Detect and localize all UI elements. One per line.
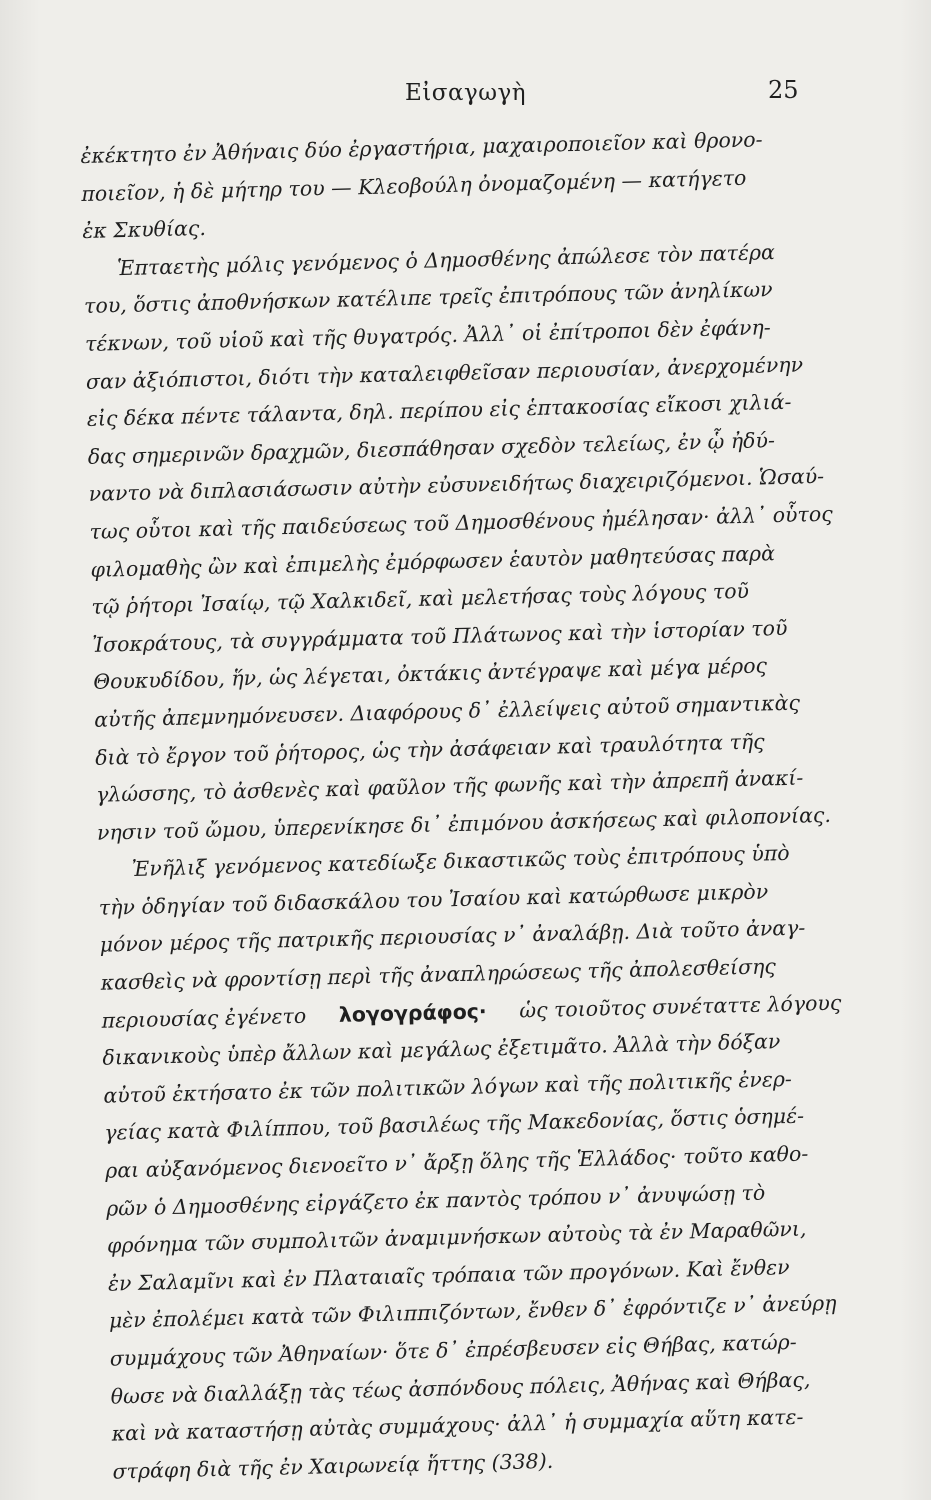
page-number: 25 (768, 76, 799, 104)
text-line: του, ὅστις ἀποθνήσκων κατέλιπε τρεῖς ἐπιτρόπους τῶν ἀνηλίκων (83, 277, 773, 319)
text-line: νησιν τοῦ ὤμου, ὑπερενίκησε δι᾿ ἐπιμόνου ἀσκήσεως καὶ φιλοπονίας. (96, 802, 832, 845)
text-line: Ἰσοκράτους, τὰ συγγράμματα τοῦ Πλάτωνος καὶ τὴν ἱστορίαν τοῦ (92, 615, 788, 657)
running-title: Εἰσαγωγὴ (404, 80, 527, 106)
text-line: θωσε νὰ διαλλάξῃ τὰς τέως ἀσπόνδους πόλεις, Ἀθήνας καὶ Θήβας, (110, 1367, 811, 1409)
text-line: στράφη διὰ τῆς ἐν Χαιρωνείᾳ ἥττης (338). (112, 1448, 554, 1484)
text-line: αὐτῆς ἀπεμνημόνευσεν. Διαφόρους δ᾿ ἐλλείψεις αὐτοῦ σημαντικὰς (93, 690, 801, 732)
text-line: τῷ ῥήτορι Ἰσαίῳ, τῷ Χαλκιδεῖ, καὶ μελετήσας τοὺς λόγους τοῦ (91, 578, 750, 619)
text-line: ραι αὐξανόμενος διενοεῖτο ν᾿ ἄρξῃ ὅλης τῆς Ἑλλάδος· τοῦτο καθο- (104, 1141, 809, 1183)
text-line: δικανικοὺς ὑπὲρ ἄλλων καὶ μεγάλως ἐξετιμᾶτο. Ἀλλὰ τὴν δόξαν (102, 1029, 781, 1070)
text-line: φιλομαθὴς ὢν καὶ ἐπιμελὴς ἐμόρφωσεν ἑαυτὸν μαθητεύσας παρὰ (90, 540, 776, 582)
text-fragment: περιουσίας ἐγένετο (101, 1003, 307, 1033)
text-line: διὰ τὸ ἔργον τοῦ ῥήτορος, ὡς τὴν ἀσάφειαν καὶ τραυλότητα τῆς (94, 728, 765, 770)
body-text (80, 120, 853, 1491)
text-line: σαν ἀξιόπιστοι, διότι τὴν καταλειφθεῖσαν περιουσίαν, ἀνερχομένην (85, 351, 804, 394)
text-line: τέκνων, τοῦ υἱοῦ καὶ τῆς θυγατρός. Ἀλλ᾿ οἱ ἐπίτροποι δὲν ἐφάνη- (84, 315, 771, 356)
text-line: Ἑπταετὴς μόλις γενόμενος ὁ Δημοσθένης ἀπώλεσε τὸν πατέρα (116, 239, 776, 280)
text-line: δας σημερινῶν δραχμῶν, διεσπάθησαν σχεδὸν τελείως, ἐν ᾧ ἠδύ- (87, 427, 776, 469)
text-line: Θουκυδίδου, ἥν, ὡς λέγεται, ὀκτάκις ἀντέγραψε καὶ μέγα μέρος (93, 653, 768, 695)
text-line: ἐκ Σκυθίας. (81, 216, 207, 244)
text-line: καὶ νὰ καταστήσῃ αὐτὰς συμμάχους· ἀλλ᾿ ἡ συμμαχία αὕτη κατε- (111, 1404, 804, 1446)
text-line: μόνον μέρος τῆς πατρικῆς περιουσίας ν᾿ ἀναλάβῃ. Διὰ τοῦτο ἀναγ- (99, 915, 806, 958)
text-line: τως οὗτοι καὶ τῆς παιδεύσεως τοῦ Δημοσθένους ἠμέλησαν· ἀλλ᾿ οὗτος (89, 501, 833, 544)
text-line: ρῶν ὁ Δημοσθένης εἰργάζετο ἐκ παντὸς τρόπου ν᾿ ἀνυψώσῃ τὸ (105, 1180, 766, 1221)
text-line: ποιεῖον, ἡ δὲ μήτηρ του — Κλεοβούλη ὀνομαζομένη — κατήγετο (81, 165, 747, 206)
text-line: γλώσσης, τὸ ἀσθενὲς καὶ φαῦλον τῆς φωνῆς καὶ τὴν ἀπρεπῆ ἀνακί- (95, 765, 804, 807)
text-fragment: ὡς τοιοῦτος συνέταττε λόγους (519, 990, 842, 1023)
text-line: μὲν ἐπολέμει κατὰ τῶν Φιλιππιζόντων, ἔνθεν δ᾿ ἐφρόντιζε ν᾿ ἀνεύρῃ (108, 1291, 837, 1334)
text-line: ἐκέκτητο ἐν Ἀθήναις δύο ἐργαστήρια, μαχαιροποιεῖον καὶ θρονο- (80, 127, 763, 168)
text-line: ναντο νὰ διπλασιάσωσιν αὐτὴν εὐσυνειδήτως διαχειριζόμενοι. Ὡσαύ- (88, 464, 825, 507)
text-line: τὴν ὁδηγίαν τοῦ διδασκάλου του Ἰσαίου καὶ κατώρθωσε μικρὸν (98, 879, 769, 920)
bold-term: λογογράφος· (338, 998, 487, 1027)
text-line: γείας κατὰ Φιλίππου, τοῦ βασιλέως τῆς Μακεδονίας, ὅστις ὁσημέ- (104, 1104, 805, 1146)
text-line: φρόνημα τῶν συμπολιτῶν ἀναμιμνήσκων αὐτοὺς τὰ ἐν Μαραθῶνι, (106, 1216, 807, 1258)
text-line: συμμάχους τῶν Ἀθηναίων· ὅτε δ᾿ ἐπρέσβευσεν εἰς Θήβας, κατώρ- (109, 1329, 797, 1371)
text-line: κασθεὶς νὰ φροντίσῃ περὶ τῆς ἀναπληρώσεως τῆς ἀπολεσθείσης (100, 954, 777, 995)
text-line: ἐν Σαλαμῖνι καὶ ἐν Πλαταιαῖς τρόπαια τῶν προγόνων. Καὶ ἔνθεν (107, 1254, 790, 1296)
text-line: Ἐνῆλιξ γενόμενος κατεδίωξε δικαστικῶς τοὺς ἐπιτρόπους ὑπὸ (131, 841, 790, 882)
text-line: εἰς δέκα πέντε τάλαντα, δηλ. περίπου εἰς ἑπτακοσίας εἴκοσι χιλιά- (86, 389, 792, 432)
text-line: αὐτοῦ ἐκτήσατο ἐκ τῶν πολιτικῶν λόγων καὶ τῆς πολιτικῆς ἐνερ- (103, 1066, 793, 1108)
